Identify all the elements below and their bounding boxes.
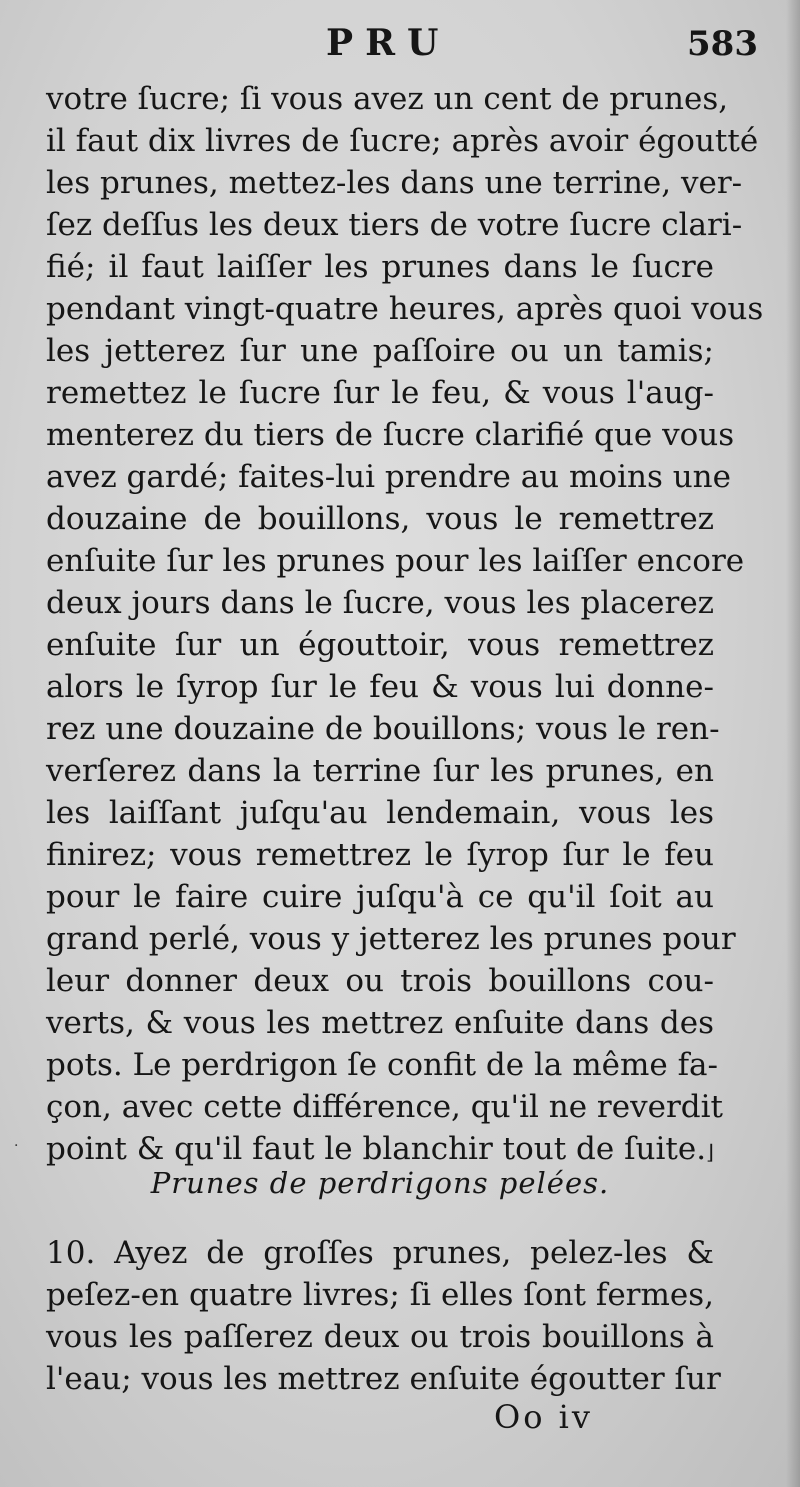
- text-line: deux jours dans le ſucre, vous les placerez: [46, 585, 714, 621]
- text-line: çon, avec cette différence, qu'il ne reverdit: [46, 1089, 723, 1125]
- text-line: rez une douzaine de bouillons; vous le ren-: [46, 711, 720, 747]
- text-line: menterez du tiers de ſucre clarifié que vous: [46, 417, 735, 453]
- text-line: les laiſſant juſqu'au lendemain, vous les: [46, 795, 714, 831]
- text-line: leur donner deux ou trois bouillons cou-: [46, 963, 714, 999]
- text-line-last-content: point & qu'il faut le blanchir tout de ſuite.: [46, 1131, 707, 1167]
- text-line: peſez-en quatre livres; ſi elles ſont fermes,: [46, 1277, 714, 1313]
- text-line: douzaine de bouillons, vous le remettrez: [46, 501, 714, 537]
- recipe-paragraph-1: [46, 78, 764, 1170]
- text-line: ſez deſſus les deux tiers de votre ſucre clari-: [46, 207, 743, 243]
- text-line: l'eau; vous les mettrez enſuite égoutter ſur: [46, 1361, 721, 1397]
- text-line: enſuite ſur les prunes pour les laiſſer encore: [46, 543, 745, 579]
- text-line: verſerez dans la terrine ſur les prunes, en: [46, 753, 714, 789]
- section-heading: Prunes de perdrigons pelées.: [150, 1166, 610, 1200]
- text-line: grand perlé, vous y jetterez les prunes pour: [46, 921, 736, 957]
- text-line: verts, & vous les mettrez enſuite dans des: [46, 1005, 714, 1041]
- text-line: les prunes, mettez-les dans une terrine, ver-: [46, 165, 743, 201]
- text-line: finirez; vous remettrez le ſyrop ſur le feu: [46, 837, 714, 873]
- running-head-title: PRU: [326, 22, 451, 64]
- page-edge-shadow: [786, 0, 800, 1487]
- text-line: pour le faire cuire juſqu'à ce qu'il ſoit au: [46, 879, 714, 915]
- text-line: les jetterez ſur une paſſoire ou un tamis;: [46, 333, 714, 369]
- text-line: 10. Ayez de groſſes prunes, pelez-les &: [46, 1235, 714, 1271]
- closing-bracket: ⌋: [706, 1140, 714, 1164]
- text-line: pots. Le perdrigon ſe confit de la même fa-: [46, 1047, 718, 1083]
- text-line: vous les paſſerez deux ou trois bouillons à: [46, 1319, 714, 1355]
- recipe-paragraph-2: [46, 1232, 721, 1400]
- text-line: avez gardé; faites-lui prendre au moins une: [46, 459, 731, 495]
- text-line-last: [46, 1128, 714, 1170]
- text-line: remettez le ſucre ſur le feu, & vous l'aug-: [46, 375, 714, 411]
- page-number: 583: [687, 24, 758, 64]
- running-head: [48, 22, 764, 82]
- text-line: il faut dix livres de ſucre; après avoir égoutté: [46, 123, 759, 159]
- text-line: enſuite ſur un égouttoir, vous remettrez: [46, 627, 714, 663]
- text-line: votre ſucre; ſi vous avez un cent de prunes,: [46, 81, 729, 117]
- signature-mark: Oo iv: [494, 1398, 593, 1436]
- ink-speck: ·: [14, 1138, 19, 1154]
- text-line: fié; il faut laiſſer les prunes dans le ſucre: [46, 249, 714, 285]
- text-line: alors le ſyrop ſur le feu & vous lui donne-: [46, 669, 714, 705]
- text-line: pendant vingt-quatre heures, après quoi vous: [46, 291, 764, 327]
